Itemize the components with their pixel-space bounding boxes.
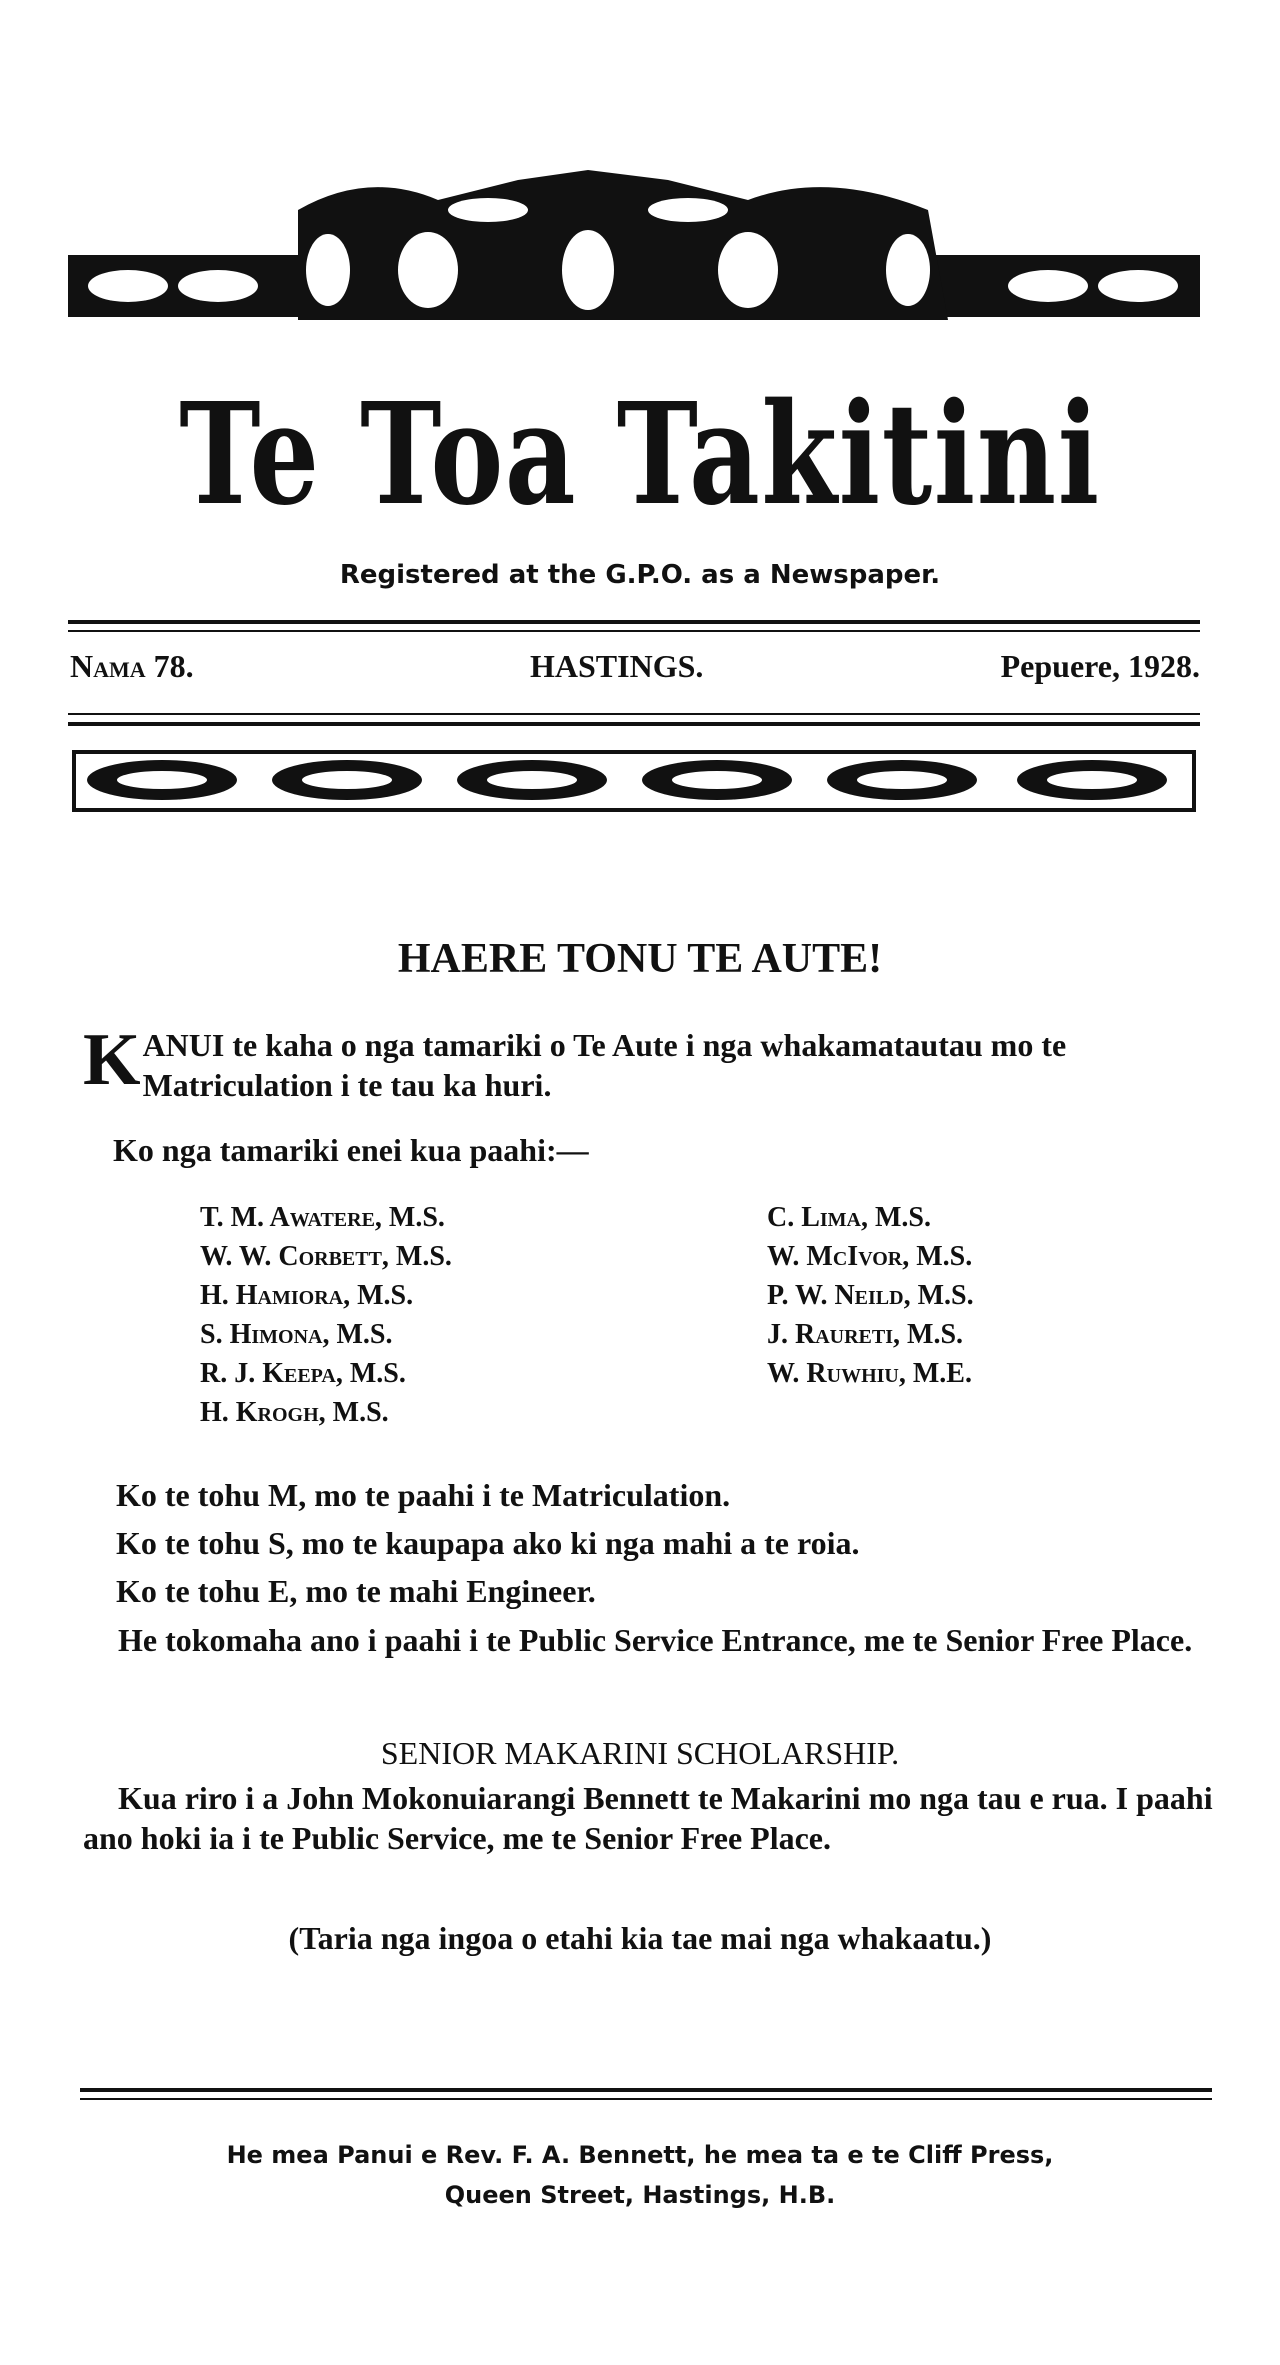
student-name: H. Hamiora, M.S. <box>200 1280 414 1311</box>
student-name: J. Raureti, M.S. <box>767 1319 964 1350</box>
student-name: S. Himona, M.S. <box>200 1319 393 1350</box>
student-name: R. J. Keepa, M.S. <box>200 1358 406 1389</box>
masthead-rule <box>68 630 1200 632</box>
intro-paragraph <box>83 1019 1213 1105</box>
article-heading: HAERE TONU TE AUTE! <box>397 936 883 982</box>
student-name: P. W. Neild, M.S. <box>767 1280 974 1311</box>
names-column-left <box>200 1198 452 1432</box>
drop-cap: K <box>83 1019 141 1101</box>
student-name: T. M. Awatere, M.S. <box>200 1202 445 1233</box>
masthead-rule <box>68 620 1200 624</box>
student-name: C. Lima, M.S. <box>767 1202 931 1233</box>
note-s: Ko te tohu S, mo te kaupapa ako ki nga mahi a te roia. <box>116 1525 860 1561</box>
footer-rule <box>80 2098 1212 2100</box>
scholarship-heading: SENIOR MAKARINI SCHOLARSHIP. <box>380 1735 900 1771</box>
public-service-paragraph: He tokomaha ano i paahi i te Public Service Entrance, me te Senior Free Place. <box>118 1622 1193 1658</box>
names-column-right <box>767 1198 974 1393</box>
list-intro: Ko nga tamariki enei kua paahi:— <box>113 1132 589 1168</box>
masthead-rule <box>68 722 1200 726</box>
issue-date: Pepuere, 1928. <box>1000 648 1200 684</box>
note-m: Ko te tohu M, mo te paahi i te Matriculation. <box>116 1477 731 1513</box>
newspaper-title: Te Toa Takitini <box>179 373 1101 537</box>
student-name: W. Ruwhiu, M.E. <box>767 1358 972 1389</box>
publication-place: HASTINGS. <box>530 648 704 684</box>
student-name: H. Krogh, M.S. <box>200 1397 389 1428</box>
imprint-line-1: He mea Panui e Rev. F. A. Bennett, he mea ta e te Cliff Press, <box>226 2141 1054 2169</box>
student-name: W. McIvor, M.S. <box>767 1241 973 1272</box>
footer-rule <box>80 2088 1212 2092</box>
imprint-line-2: Queen Street, Hastings, H.B. <box>444 2181 836 2209</box>
decorative-border-band <box>72 750 1196 812</box>
student-name: W. W. Corbett, M.S. <box>200 1241 452 1272</box>
printer-imprint <box>0 2135 1280 2215</box>
intro-text: ANUI te kaha o nga tamariki o Te Aute i nga whakamatautau mo te Matriculation i te tau ka huri. <box>142 1027 1067 1103</box>
closing-note: (Taria nga ingoa o etahi kia tae mai nga whakaatu.) <box>288 1920 992 1956</box>
masthead-rule <box>68 713 1200 715</box>
registration-notice: Registered at the G.P.O. as a Newspaper. <box>339 560 941 590</box>
note-e: Ko te tohu E, mo te mahi Engineer. <box>116 1573 596 1609</box>
scholarship-paragraph: Kua riro i a John Mokonuiarangi Bennett te Makarini mo nga tau e rua. I paahi ano hoki ia i te Public Service, me te Senior Free Place. <box>83 1780 1213 1856</box>
issue-number: Nama 78. <box>70 648 194 684</box>
maori-carved-header-ornament <box>68 170 1200 335</box>
